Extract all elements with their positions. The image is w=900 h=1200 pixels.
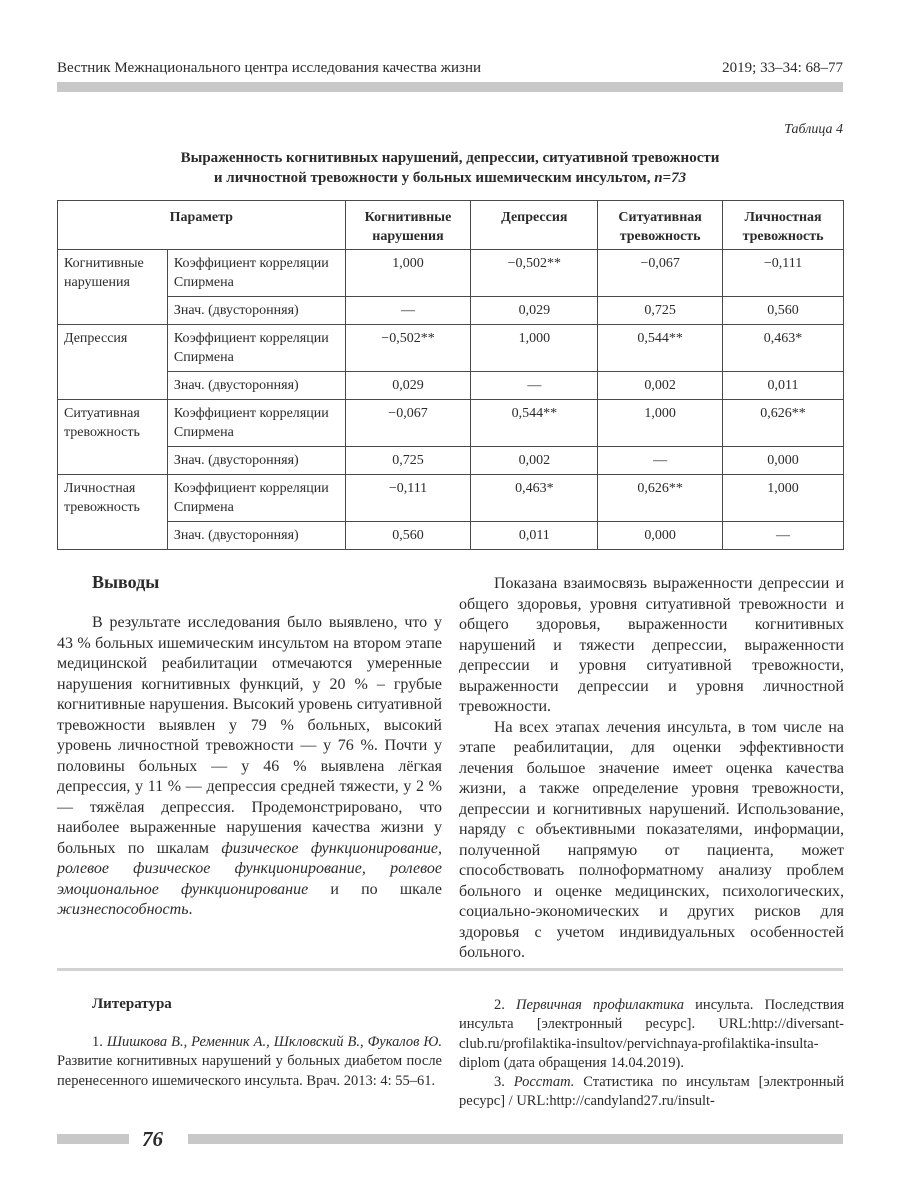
references-left-column bbox=[57, 1033, 442, 1091]
table-cell: 0,011 bbox=[723, 372, 844, 400]
table-cell: 0,463* bbox=[723, 325, 844, 372]
reference-title: Росстат. bbox=[513, 1074, 575, 1091]
row-measure-label: Знач. (двусторонняя) bbox=[167, 372, 345, 400]
conclusions-italic-vitality: жизнеспособность bbox=[57, 901, 189, 918]
table-row bbox=[58, 447, 844, 475]
conclusions-left-column bbox=[57, 613, 442, 921]
table-cell: −0,502** bbox=[471, 250, 598, 297]
reference-number: 2. bbox=[494, 997, 505, 1013]
header-col-situational: Ситуативная тревожность bbox=[598, 201, 723, 250]
table-cell: −0,111 bbox=[345, 475, 471, 522]
conclusions-right-column bbox=[459, 574, 844, 964]
running-header-citation: 2019; 33–34: 68–77 bbox=[722, 60, 843, 76]
table-cell: 0,626** bbox=[598, 475, 723, 522]
correlation-table bbox=[57, 200, 844, 550]
conclusions-paragraph: На всех этапах лечения инсульта, в том числе на этапе реабилитации, для оценки эффективности лечения большое значение имеет оценка качества жизни, а также определение уровня тревожности, депрессии и когнитивных нарушений. Использование, наряду с объективными показателями, информации, полученной напрямую от пациента, может способствовать полноформатному анализу проблем больного и оценке медицинских, психологических, социально-экономических и других рисков для здоровья с учетом индивидуальных особенностей больного. bbox=[459, 718, 844, 961]
conclusions-paragraph: Показана взаимосвязь выраженности депрессии и общего здоровья, уровня ситуативной тревожности и общего здоровья, выраженности когнитивных нарушений и тяжести депрессии, выраженности депрессии и уровня ситуативной тревожности, выраженности депрессии и уровня личностной тревожности. bbox=[459, 575, 844, 715]
table-cell: 0,725 bbox=[345, 447, 471, 475]
header-param: Параметр bbox=[58, 201, 346, 250]
row-measure-label: Коэффициент корреляции Спирмена bbox=[167, 475, 345, 522]
table-row bbox=[58, 250, 844, 297]
table-cell: 0,029 bbox=[471, 297, 598, 325]
row-param-name: Ситуативная тревожность bbox=[58, 400, 168, 475]
table-cell: — bbox=[723, 522, 844, 550]
table-cell: 1,000 bbox=[471, 325, 598, 372]
table-row bbox=[58, 522, 844, 550]
reference-item bbox=[57, 1033, 442, 1091]
footer-bar-left bbox=[57, 1134, 129, 1144]
reference-authors: Шишкова В., Ременник А., Шкловский В., Фукалов Ю. bbox=[106, 1034, 442, 1050]
table-label: Таблица 4 bbox=[784, 122, 843, 137]
table-title bbox=[57, 148, 843, 188]
row-measure-label: Знач. (двусторонняя) bbox=[167, 297, 345, 325]
table-cell: 0,002 bbox=[471, 447, 598, 475]
table-cell: 0,463* bbox=[471, 475, 598, 522]
reference-title: Первичная профилактика bbox=[516, 997, 685, 1013]
table-cell: 0,011 bbox=[471, 522, 598, 550]
row-param-name: Депрессия bbox=[58, 325, 168, 400]
running-header-journal: Вестник Межнационального центра исследования качества жизни bbox=[57, 60, 482, 76]
references-right-column bbox=[459, 996, 844, 1112]
reference-item bbox=[459, 996, 844, 1073]
footer-bar-right bbox=[188, 1134, 843, 1144]
row-measure-label: Коэффициент корреляции Спирмена bbox=[167, 250, 345, 297]
table-cell: 0,544** bbox=[598, 325, 723, 372]
reference-text: Развитие когнитивных нарушений у больных диабетом после перенесенного ишемического инсульта. Врач. 2013: 4: 55–61. bbox=[57, 1053, 442, 1089]
table-cell: 0,544** bbox=[471, 400, 598, 447]
table-title-line1: Выраженность когнитивных нарушений, депрессии, ситуативной тревожности bbox=[180, 150, 720, 166]
row-measure-label: Коэффициент корреляции Спирмена bbox=[167, 325, 345, 372]
header-col-depression: Депрессия bbox=[471, 201, 598, 250]
conclusions-italic-scales: физическое функционирование, ролевое физическое функционирование, ролевое эмоциональное функционирование bbox=[57, 839, 443, 898]
table-cell: — bbox=[598, 447, 723, 475]
table-cell: 0,002 bbox=[598, 372, 723, 400]
table-cell: 0,560 bbox=[723, 297, 844, 325]
header-bar bbox=[57, 82, 843, 92]
table-row bbox=[58, 475, 844, 522]
table-cell: 0,000 bbox=[723, 447, 844, 475]
reference-text: инсульта. Последствия инсульта [электронный ресурс]. URL:http://diversant-club.ru/profilaktika-insultov/pervichnaya-profilaktika-insulta-diplom (дата обращения 14.04.2019). bbox=[459, 997, 844, 1071]
row-measure-label: Знач. (двусторонняя) bbox=[167, 522, 345, 550]
table-cell: 0,029 bbox=[345, 372, 471, 400]
table-cell: 0,560 bbox=[345, 522, 471, 550]
table-title-line2: и личностной тревожности у больных ишемическим инсультом, bbox=[213, 170, 651, 186]
header-col-cognitive: Когнитивные нарушения bbox=[345, 201, 471, 250]
conclusions-text-end: . bbox=[188, 901, 193, 918]
table-cell: 0,626** bbox=[723, 400, 844, 447]
reference-number: 1. bbox=[92, 1034, 103, 1050]
table-cell: 1,000 bbox=[723, 475, 844, 522]
page-number: 76 bbox=[142, 1127, 163, 1151]
table-cell: 0,725 bbox=[598, 297, 723, 325]
reference-number: 3. bbox=[494, 1074, 505, 1091]
section-heading-conclusions: Выводы bbox=[92, 572, 160, 592]
row-measure-label: Знач. (двусторонняя) bbox=[167, 447, 345, 475]
table-row bbox=[58, 372, 844, 400]
table-cell: −0,502** bbox=[345, 325, 471, 372]
conclusions-text: В результате исследования было выявлено, что у 43 % больных ишемическим инсультом на втором этапе медицинской реабилитации отмечаются умеренные нарушения когнитивных функций, у 20 % – грубые когнитивные нарушения. Высокий уровень ситуативной тревожности выявлен у 79 % больных, высокий уровень личностной тревожности — у 76 %. Почти у половины больных — у 46 % выявлена лёгкая депрессия, у 11 % — депрессия средней тяжести, у 2 % — тяжёлая депрессия. Продемонстрировано, что наиболее выраженные нарушения качества жизни у больных по шкалам bbox=[57, 614, 442, 857]
row-param-name: Личностная тревожность bbox=[58, 475, 168, 550]
table-cell: −0,111 bbox=[723, 250, 844, 297]
conclusions-text-mid: и по шкале bbox=[330, 880, 442, 898]
table-cell: — bbox=[345, 297, 471, 325]
table-cell: 1,000 bbox=[345, 250, 471, 297]
table-cell: 0,000 bbox=[598, 522, 723, 550]
table-header-row bbox=[58, 201, 844, 250]
table-row bbox=[58, 325, 844, 372]
reference-text: Статистика по инсультам [электронный ресурс] / URL:http://candyland27.ru/insult- bbox=[459, 1074, 844, 1110]
row-param-name: Когнитивные нарушения bbox=[58, 250, 168, 325]
references-heading: Литература bbox=[92, 996, 172, 1012]
table-cell: — bbox=[471, 372, 598, 400]
table-row bbox=[58, 297, 844, 325]
table-cell: −0,067 bbox=[345, 400, 471, 447]
table-row bbox=[58, 400, 844, 447]
table-title-n: n=73 bbox=[654, 170, 687, 186]
header-col-personal: Личностная тревожность bbox=[723, 201, 844, 250]
table-cell: 1,000 bbox=[598, 400, 723, 447]
section-divider bbox=[57, 968, 843, 971]
table-cell: −0,067 bbox=[598, 250, 723, 297]
row-measure-label: Коэффициент корреляции Спирмена bbox=[167, 400, 345, 447]
conclusions-paragraph bbox=[57, 613, 442, 921]
reference-item bbox=[459, 1073, 844, 1112]
